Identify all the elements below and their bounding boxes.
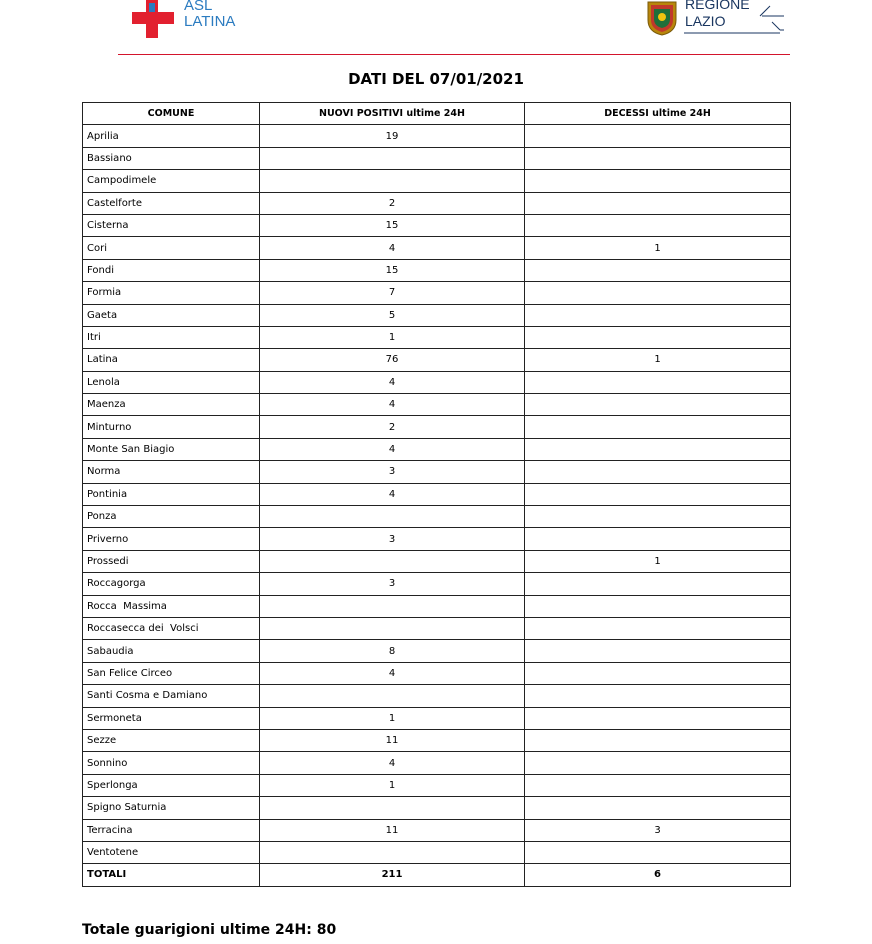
table-row — [83, 125, 791, 147]
cell-comune: San Felice Circeo — [83, 662, 260, 684]
column-header-comune: COMUNE — [83, 103, 260, 125]
cell-positivi — [260, 841, 525, 863]
table-row — [83, 483, 791, 505]
table-row — [83, 192, 791, 214]
cell-positivi: 8 — [260, 640, 525, 662]
table-row — [83, 394, 791, 416]
cell-positivi: 11 — [260, 819, 525, 841]
cell-comune: Spigno Saturnia — [83, 797, 260, 819]
asl-logo-text — [184, 0, 235, 30]
table-row — [83, 326, 791, 348]
cell-decessi — [525, 707, 791, 729]
table-row — [83, 282, 791, 304]
table-row — [83, 371, 791, 393]
cell-comune: Lenola — [83, 371, 260, 393]
cell-decessi — [525, 259, 791, 281]
total-decessi: 6 — [525, 864, 791, 886]
cell-positivi: 3 — [260, 573, 525, 595]
table-body — [83, 125, 791, 886]
table-row — [83, 349, 791, 371]
cell-positivi: 5 — [260, 304, 525, 326]
cell-comune: Minturno — [83, 416, 260, 438]
cell-comune: Maenza — [83, 394, 260, 416]
cell-positivi: 4 — [260, 371, 525, 393]
cell-comune: Cisterna — [83, 214, 260, 236]
cell-decessi — [525, 192, 791, 214]
cell-decessi — [525, 506, 791, 528]
cell-decessi — [525, 394, 791, 416]
totale-guarigioni: Totale guarigioni ultime 24H: 80 — [82, 922, 337, 938]
cell-comune: Fondi — [83, 259, 260, 281]
cell-decessi — [525, 170, 791, 192]
table-row — [83, 237, 791, 259]
cell-positivi — [260, 550, 525, 572]
cell-decessi — [525, 729, 791, 751]
cell-comune: Sermoneta — [83, 707, 260, 729]
cell-comune: Aprilia — [83, 125, 260, 147]
cell-positivi: 4 — [260, 752, 525, 774]
cell-decessi: 1 — [525, 550, 791, 572]
cell-positivi: 11 — [260, 729, 525, 751]
table-row — [83, 640, 791, 662]
total-positivi: 211 — [260, 864, 525, 886]
cell-decessi — [525, 371, 791, 393]
table-row — [83, 573, 791, 595]
table-row — [83, 662, 791, 684]
table-row — [83, 729, 791, 751]
cell-comune: Ventotene — [83, 841, 260, 863]
cell-positivi: 15 — [260, 214, 525, 236]
table-row — [83, 528, 791, 550]
cell-positivi — [260, 147, 525, 169]
cell-decessi — [525, 595, 791, 617]
cell-decessi — [525, 125, 791, 147]
lazio-logo-text — [685, 0, 750, 30]
cell-comune: Sonnino — [83, 752, 260, 774]
table-row — [83, 259, 791, 281]
cell-positivi — [260, 685, 525, 707]
cell-positivi: 2 — [260, 416, 525, 438]
regione-lazio-logo — [644, 0, 794, 38]
asl-logo-line1: ASL — [184, 0, 213, 14]
asl-latina-logo — [132, 0, 272, 38]
table-row — [83, 550, 791, 572]
cell-comune: Castelforte — [83, 192, 260, 214]
cell-comune: Campodimele — [83, 170, 260, 192]
cell-positivi — [260, 617, 525, 639]
cell-comune: Roccasecca dei Volsci — [83, 617, 260, 639]
table-row — [83, 147, 791, 169]
table-row — [83, 170, 791, 192]
cell-decessi — [525, 685, 791, 707]
cell-decessi — [525, 774, 791, 796]
cell-decessi — [525, 304, 791, 326]
cell-positivi: 3 — [260, 461, 525, 483]
cell-decessi — [525, 461, 791, 483]
cell-positivi: 2 — [260, 192, 525, 214]
cell-decessi — [525, 841, 791, 863]
cell-comune: Prossedi — [83, 550, 260, 572]
cell-decessi — [525, 282, 791, 304]
cell-comune: Terracina — [83, 819, 260, 841]
page-header — [0, 0, 872, 58]
cell-decessi — [525, 528, 791, 550]
cell-decessi — [525, 326, 791, 348]
table-row — [83, 774, 791, 796]
cell-positivi: 19 — [260, 125, 525, 147]
table-row — [83, 617, 791, 639]
lazio-emblem-icon — [644, 0, 680, 36]
table-row — [83, 819, 791, 841]
cell-comune: Priverno — [83, 528, 260, 550]
table-row — [83, 685, 791, 707]
cell-positivi: 7 — [260, 282, 525, 304]
asl-logo-line2: LATINA — [184, 13, 236, 30]
cell-decessi — [525, 483, 791, 505]
cell-decessi — [525, 214, 791, 236]
cell-positivi — [260, 506, 525, 528]
cell-comune: Itri — [83, 326, 260, 348]
cell-positivi — [260, 595, 525, 617]
cell-positivi: 4 — [260, 438, 525, 460]
column-header-decessi: DECESSI ultime 24H — [525, 103, 791, 125]
table-row — [83, 304, 791, 326]
cell-decessi: 3 — [525, 819, 791, 841]
cell-decessi — [525, 640, 791, 662]
cell-positivi: 76 — [260, 349, 525, 371]
cell-comune: Roccagorga — [83, 573, 260, 595]
cell-comune: Rocca Massima — [83, 595, 260, 617]
header-divider — [118, 54, 790, 55]
table-row — [83, 707, 791, 729]
table-header-row — [83, 103, 791, 125]
cell-comune: Monte San Biagio — [83, 438, 260, 460]
cell-comune: Santi Cosma e Damiano — [83, 685, 260, 707]
cell-positivi: 1 — [260, 326, 525, 348]
cell-comune: Cori — [83, 237, 260, 259]
cell-comune: Sezze — [83, 729, 260, 751]
cell-decessi — [525, 617, 791, 639]
total-label: TOTALI — [83, 864, 260, 886]
cell-comune: Sabaudia — [83, 640, 260, 662]
cell-decessi: 1 — [525, 349, 791, 371]
cell-decessi — [525, 416, 791, 438]
lazio-logo-line2: LAZIO — [685, 13, 726, 29]
cell-decessi — [525, 752, 791, 774]
cell-positivi: 15 — [260, 259, 525, 281]
cell-comune: Pontinia — [83, 483, 260, 505]
cell-positivi: 1 — [260, 707, 525, 729]
table-row — [83, 416, 791, 438]
cell-comune: Latina — [83, 349, 260, 371]
cell-positivi: 4 — [260, 483, 525, 505]
cell-positivi: 4 — [260, 662, 525, 684]
cell-positivi: 4 — [260, 237, 525, 259]
table-row — [83, 841, 791, 863]
cell-decessi — [525, 573, 791, 595]
table-row — [83, 797, 791, 819]
cell-positivi: 4 — [260, 394, 525, 416]
table-row — [83, 752, 791, 774]
lazio-logo-line1: REGIONE — [685, 0, 750, 12]
cell-positivi — [260, 170, 525, 192]
table-row — [83, 461, 791, 483]
cell-decessi: 1 — [525, 237, 791, 259]
cell-positivi — [260, 797, 525, 819]
totals-row — [83, 864, 791, 886]
cell-decessi — [525, 147, 791, 169]
cell-comune: Ponza — [83, 506, 260, 528]
cell-positivi: 1 — [260, 774, 525, 796]
cell-decessi — [525, 662, 791, 684]
cell-comune: Sperlonga — [83, 774, 260, 796]
table-row — [83, 595, 791, 617]
cell-decessi — [525, 797, 791, 819]
table-row — [83, 506, 791, 528]
cell-decessi — [525, 438, 791, 460]
cell-comune: Norma — [83, 461, 260, 483]
table-row — [83, 438, 791, 460]
cell-comune: Formia — [83, 282, 260, 304]
document-title: DATI DEL 07/01/2021 — [348, 70, 524, 88]
table-row — [83, 214, 791, 236]
cell-comune: Gaeta — [83, 304, 260, 326]
data-table — [82, 102, 791, 887]
red-cross-icon — [132, 0, 174, 38]
cell-comune: Bassiano — [83, 147, 260, 169]
cell-positivi: 3 — [260, 528, 525, 550]
column-header-positivi: NUOVI POSITIVI ultime 24H — [260, 103, 525, 125]
